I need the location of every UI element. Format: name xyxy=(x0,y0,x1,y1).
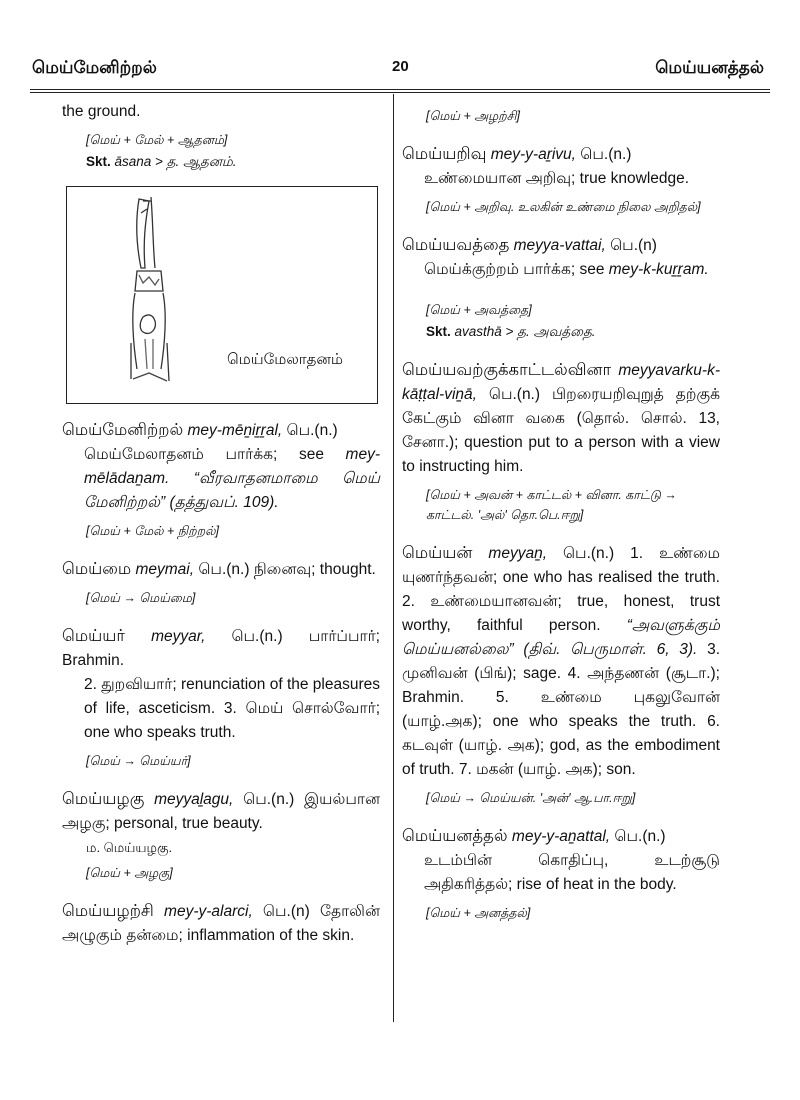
page-number: 20 xyxy=(392,58,409,75)
citation-quote: “அவளுக்கும் மெய்யனல்லை” (திவ். பெருமாள். 6, 3). xyxy=(402,617,720,658)
etymology: [மெய் + அவத்தை] xyxy=(426,303,532,317)
page-header xyxy=(32,58,764,88)
definition-text: மெய்க்குற்றம் பார்க்க; see xyxy=(424,261,605,278)
headword: மெய்யழற்சி xyxy=(62,902,154,920)
definition: பெ.(n.) 1. உண்மை யுணர்ந்தவன்; one who has realised the truth. 2. உண்மையானவன்; true, honest, trust worthy, faithful person. xyxy=(402,545,720,634)
definition: பெ.(n) தோலின் அழுகும் தன்மை; inflammation of the skin. xyxy=(62,903,380,944)
transliteration: meymai, xyxy=(131,561,195,578)
part-of-speech: பெ.(n.) xyxy=(282,422,338,439)
skt-label: Skt. xyxy=(426,324,451,339)
transliteration: mey-y-aṉattal, xyxy=(507,828,611,845)
transliteration: meyyar, xyxy=(125,628,206,645)
column-divider xyxy=(393,94,394,1022)
definition: உண்மையான அறிவு; true knowledge. xyxy=(424,170,690,187)
etymology: [மெய் + அழற்சி] xyxy=(426,109,520,123)
etymology: [மெய் + மேல் + நிற்றல்] xyxy=(86,524,219,538)
entry-meymai xyxy=(62,557,380,582)
cross-reference: mey-k-kuṟṟam. xyxy=(604,261,709,278)
sanskrit-note xyxy=(402,324,720,342)
headword: மெய்யர் xyxy=(62,627,126,645)
headword: மெய்யவத்தை xyxy=(402,236,510,254)
headword: மெய்மை xyxy=(62,560,132,578)
definition xyxy=(402,258,720,282)
definition: உடம்பின் கொதிப்பு, உடற்சூடு அதிகரித்தல்; rise of heat in the body. xyxy=(424,852,720,893)
entry-meyyanattal xyxy=(402,824,720,897)
headword: மெய்யறிவு xyxy=(402,145,487,163)
definition-sense-2: 2. துறவியார்; renunciation of the pleasures of life, asceticism. 3. மெய் சொல்வோர்; one who speaks truth. xyxy=(84,676,381,741)
etymology: [மெய் + மேல் + ஆதனம்] xyxy=(86,133,228,147)
transliteration: mey-y-aṟivu, xyxy=(486,146,576,163)
header-right-guideword: மெய்யனத்தல் xyxy=(655,58,764,77)
headword: மெய்யவற்குக்காட்டல்வினா xyxy=(402,361,612,379)
definition: பெ.(n.) பிறரையறிவுறுத் தற்குக் கேட்கும் வினா வகை (தொல். சொல். 13, சேனா.); question put to a person with a view to instructing him. xyxy=(402,386,720,475)
header-left-guideword: மெய்மேனிற்றல் xyxy=(32,58,157,77)
entry-meyyavattai xyxy=(402,233,720,282)
headword: மெய்மேனிற்றல் xyxy=(62,421,184,439)
definition: பெ.(n.) இயல்பான அழகு; personal, true beauty. xyxy=(62,791,380,832)
transliteration: meyyaṉ, xyxy=(472,545,547,562)
etymology: [மெய் + அறிவு. உலகின் உண்மை நிலை அறிதல்] xyxy=(426,200,701,214)
headword: மெய்யன் xyxy=(402,544,473,562)
figure-caption: மெய்மேலாதனம் xyxy=(227,351,344,368)
headstand-figure-illustration xyxy=(119,193,199,393)
entry-meyyar xyxy=(62,624,380,745)
cross-reference-cont: mēlādaṉam. xyxy=(84,470,170,487)
entry-meyyarivu xyxy=(402,142,720,191)
skt-text: āsana > த. ஆதனம். xyxy=(110,154,237,169)
transliteration: mey-mēṉiṟṟal, xyxy=(183,422,283,439)
illustration-box xyxy=(66,186,378,404)
skt-text: avasthā > த. அவத்தை. xyxy=(450,324,596,339)
transliteration: mey-y-alarci, xyxy=(153,903,253,920)
malayalam-cognate: ம. மெய்யழகு. xyxy=(86,840,173,855)
entry-meyyan xyxy=(402,541,720,782)
header-rule xyxy=(30,89,770,90)
etymology: [மெய் → மெய்யன். 'அன்' ஆ.பா.ஈறு] xyxy=(426,791,636,805)
definition xyxy=(62,443,380,515)
part-of-speech: பெ.(n) xyxy=(605,237,657,254)
entry-meymenirral xyxy=(62,418,380,515)
skt-label: Skt. xyxy=(86,154,111,169)
part-of-speech: பெ.(n.) xyxy=(575,146,632,163)
definition: பெ.(n.) பார்ப்பார்; Brahmin. xyxy=(62,628,380,669)
transliteration: meyya-vattai, xyxy=(509,237,606,254)
part-of-speech: பெ.(n.) xyxy=(610,828,666,845)
headword: மெய்யழகு xyxy=(62,790,145,808)
headword: மெய்யனத்தல் xyxy=(402,827,508,845)
etymology: [மெய் → மெய்மை] xyxy=(86,591,196,605)
cross-reference: mey- xyxy=(323,446,381,463)
right-column xyxy=(402,100,720,927)
sanskrit-note xyxy=(62,154,380,172)
entry-meyyalarci xyxy=(62,899,380,948)
left-column xyxy=(62,100,380,948)
entry-meyyavarkukkattalvina xyxy=(402,358,720,479)
transliteration: meyyaḻagu, xyxy=(144,791,234,808)
etymology: [மெய் + அழகு] xyxy=(86,866,173,880)
header-rule-second xyxy=(30,92,770,93)
transliteration: meyyavarku-k-kāṭṭal-viṉā, xyxy=(402,362,720,403)
definition-cont: 3. முனிவன் (பிங்); sage. 4. அந்தணன் (சூடா.); Brahmin. 5. உண்மை புகலுவோன் (யாழ்.அக); one who speaks the truth. 6. கடவுள் (யாழ். அக); god, as the embodiment of truth. 7. மகன் (யாழ். அக); son. xyxy=(402,641,721,778)
citation-quote: “வீரவாதனமாமை மெய் மேனிற்றல்” (தத்துவப். 109). xyxy=(84,470,380,511)
etymology: [மெய் + அனத்தல்] xyxy=(426,906,531,920)
etymology: [மெய் + அவன் + காட்டல் + வினா. காட்டு → காட்டல். 'அல்' தொ.பெ.ஈறு] xyxy=(426,488,677,522)
entry-meyyalagu xyxy=(62,787,380,836)
etymology: [மெய் → மெய்யர்] xyxy=(86,754,191,768)
continued-text: the ground. xyxy=(62,103,141,120)
definition: பெ.(n.) நினைவு; thought. xyxy=(194,561,376,578)
definition-text: மெய்மேலாதனம் பார்க்க; see xyxy=(84,446,324,463)
